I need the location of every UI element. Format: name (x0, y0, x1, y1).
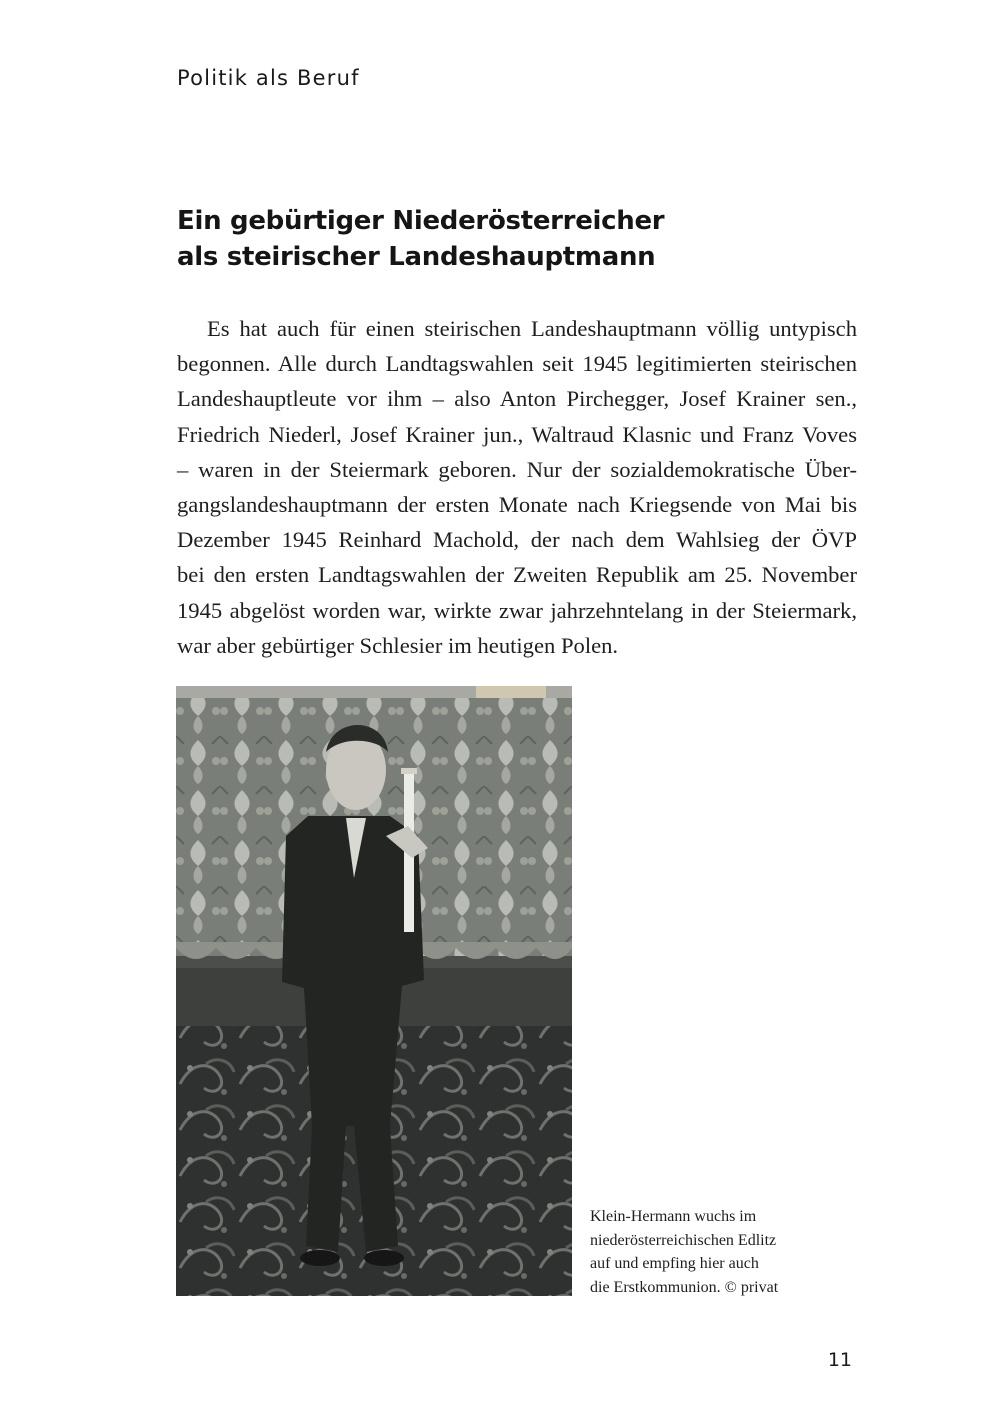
caption-line: auf und empfing hier auch (590, 1255, 759, 1272)
body-paragraph (177, 311, 857, 663)
chapter-title-line-1: Ein gebürtiger Niederösterreicher (177, 206, 665, 236)
communion-photo (176, 686, 572, 1296)
caption-line: niederösterreichischen Edlitz (590, 1231, 777, 1249)
body-line: Friedrich Niederl, Josef Krainer jun., Waltraud Klasnic und Franz Voves (177, 421, 857, 447)
body-line: Es hat auch für einen steirischen Landeshauptmann völlig untypisch (207, 316, 857, 341)
body-line: begonnen. Alle durch Landtagswahlen seit 1945 legitimierten steirischen (177, 351, 857, 377)
body-line: 1945 abgelöst worden war, wirkte zwar jahrzehntelang in der Steiermark, (177, 597, 857, 623)
body-line: war aber gebürtiger Schlesier im heutigen Polen. (177, 632, 619, 658)
body-line: Landeshauptleute vor ihm – also Anton Pirchegger, Josef Krainer sen., (177, 386, 857, 412)
photo-caption (590, 1205, 850, 1299)
page-number: 11 (827, 1349, 852, 1371)
body-line: Dezember 1945 Reinhard Machold, der nach dem Wahlsieg der ÖVP (177, 527, 857, 553)
body-line: gangslandeshauptmann der ersten Monate nach Kriegsende von Mai bis (177, 492, 857, 518)
body-line: – waren in der Steiermark geboren. Nur der sozialdemokratische Über- (177, 456, 857, 482)
caption-line: Klein-Hermann wuchs im (590, 1208, 757, 1225)
caption-line: die Erstkommunion. © privat (590, 1278, 779, 1296)
chapter-title (177, 203, 857, 275)
chapter-title-line-2: als steirischer Landeshauptmann (177, 242, 656, 272)
running-head: Politik als Beruf (177, 66, 360, 90)
body-line: bei den ersten Landtagswahlen der Zweiten Republik am 25. November (177, 562, 857, 588)
